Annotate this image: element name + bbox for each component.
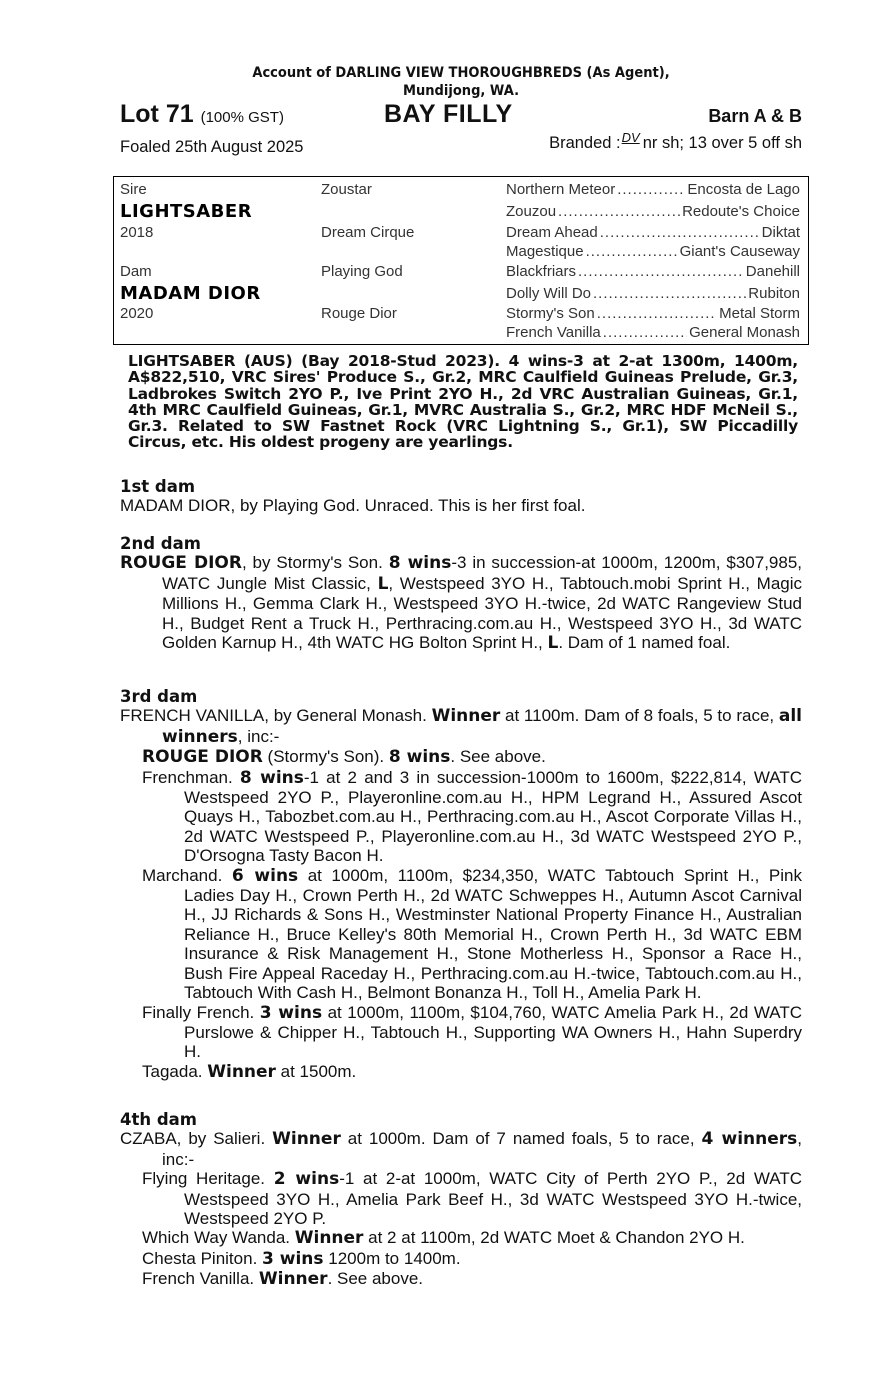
- progeny-entry: Which Way Wanda. Winner at 2 at 1100m, 2d WATC Moet & Chandon 2YO H.: [142, 1228, 745, 1249]
- foal-row: [120, 130, 802, 158]
- fourth-dam-section: [120, 1110, 802, 1290]
- progeny-entry: Chesta Piniton. 3 wins 1200m to 1400m.: [142, 1248, 461, 1269]
- third-dam-intro: FRENCH VANILLA, by General Monash. Winner at 1100m. Dam of 8 foals, 5 to race, all winners, inc:-: [120, 706, 802, 747]
- section-heading: 2nd dam: [120, 534, 201, 553]
- catalogue-header: [120, 64, 802, 158]
- brand-mark: DV: [621, 130, 640, 145]
- sire-year: 2018: [120, 224, 154, 241]
- second-dam-section: [120, 534, 802, 653]
- fourth-dam-intro: CZABA, by Salieri. Winner at 1000m. Dam of 7 named foals, 5 to race, 4 winners, inc:-: [120, 1129, 802, 1169]
- g3-row: Dream Ahead ..... Diktat: [506, 224, 800, 241]
- brand-info: Branded :DV nr sh; 13 over 5 off sh: [549, 130, 802, 152]
- progeny-entry: French Vanilla. Winner. See above.: [142, 1269, 424, 1290]
- second-dam-text: ROUGE DIOR, by Stormy's Son. 8 wins-3 in succession-at 1000m, 1200m, $307,985, WATC Jungle Mist Classic, L, Westspeed 3YO H., Tabtouch.mobi Sprint H., Magic Millions H., Gemma Clark H., Westspeed 3YO H.-twice, 2d WATC Rangeview Stud H., Budget Rent a Truck H., Perthracing.com.au H., Westspeed 3YO H., 3d WATC Golden Karnup H., 4th WATC HG Bolton Sprint H., L. Dam of 1 named foal.: [120, 553, 803, 654]
- sire-name: LIGHTSABER: [120, 201, 253, 222]
- section-heading: 4th dam: [120, 1110, 197, 1129]
- vendor-line-1: Account of DARLING VIEW THOROUGHBREDS (As Agent),: [252, 65, 670, 81]
- lot-row: [120, 100, 802, 130]
- foaled-date: Foaled 25th August 2025: [120, 138, 304, 156]
- g3-row: Zouzou ..... Redoute's Choice: [506, 203, 800, 220]
- progeny-entry: Marchand. 6 wins at 1000m, 1100m, $234,350, WATC Tabtouch Sprint H., Pink Ladies Day H., Crown Perth H., 2d WATC Schweppes H., Autumn Ascot Carnival H., JJ Richards & Sons H., Westminster National Property Finance H., Australian Reliance H., Bruce Kelley's 80th Memorial H., Crown Perth H., 3d WATC EBM Insurance & Risk Management H., Stone Motherless H., Sponsor a Race H., Bush Fire Appeal Raceday H., Perthracing.com.au H.-twice, Tabtouch.com.au H., Tabtouch With Cash H., Belmont Bonanza H., Toll H., Amelia Park H.: [142, 865, 802, 1003]
- progeny-entry: Tagada. Winner at 1500m.: [142, 1061, 357, 1082]
- pedigree-table: [113, 176, 809, 345]
- sire-dam: Dream Cirque: [321, 224, 415, 241]
- first-dam-text: MADAM DIOR, by Playing God. Unraced. This is her first foal.: [120, 496, 586, 516]
- barn-location: Barn A & B: [708, 106, 802, 126]
- third-dam-section: [120, 687, 802, 1082]
- dam-dam: Rouge Dior: [321, 305, 397, 322]
- g3-row: Magestique ..... Giant's Causeway: [506, 243, 800, 260]
- g3-row: Dolly Will Do ..... Rubiton: [506, 285, 800, 302]
- horse-description: BAY FILLY: [384, 100, 513, 128]
- gst-note: (100% GST): [200, 109, 284, 126]
- section-heading: 3rd dam: [120, 687, 198, 706]
- sire-sire: Zoustar: [321, 181, 372, 198]
- g3-row: Northern Meteor ..... Encosta de Lago: [506, 181, 800, 198]
- progeny-entry: Flying Heritage. 2 wins-1 at 2-at 1000m, WATC City of Perth 2YO P., 2d WATC Westspeed 3YO H., Amelia Park Beef H., 3d WATC Westspeed 3YO H.-twice, Westspeed 2YO P.: [142, 1169, 802, 1229]
- dam-sire: Playing God: [321, 263, 403, 280]
- vendor-line-2: Mundijong, WA.: [402, 83, 520, 99]
- g3-row: Stormy's Son ..... Metal Storm: [506, 305, 800, 322]
- dam-name: MADAM DIOR: [120, 283, 261, 304]
- section-heading: 1st dam: [120, 477, 196, 496]
- progeny-entry: ROUGE DIOR (Stormy's Son). 8 wins. See above.: [142, 747, 546, 768]
- dam-label: Dam: [120, 263, 152, 280]
- lot-number: Lot 71 (100% GST): [120, 100, 284, 128]
- dam-year: 2020: [120, 305, 154, 322]
- g3-row: Blackfriars ..... Danehill: [506, 263, 800, 280]
- sire-summary: LIGHTSABER (AUS) (Bay 2018-Stud 2023). 4 wins-3 at 2-at 1300m, 1400m, A$822,510, VRC Sires' Produce S., Gr.2, MRC Caulfield Guineas Prelude, Gr.3, Ladbrokes Switch 2YO P., Ive Print 2YO H., 2d VRC Australian Guineas, Gr.1, 4th MRC Caulfield Guineas, Gr.1, MVRC Australia S., Gr.2, MRC HDF McNeil S., Gr.3. Related to SW Fastnet Rock (VRC Lightning S., Gr.1), SW Piccadilly Circus, etc. His oldest progeny are yearlings.: [128, 352, 798, 452]
- g3-row: French Vanilla ..... General Monash: [506, 324, 800, 341]
- progeny-entry: Frenchman. 8 wins-1 at 2 and 3 in succession-1000m to 1600m, $222,814, WATC Westspeed 2YO P., Playeronline.com.au H., HPM Legrand H., Assured Ascot Quays H., Tabozbet.com.au H., Perthracing.com.au H., Ascot Corporate Villas H., 2d WATC Westspeed P., Playeronline.com.au H., 3d WATC Westspeed 2YO P., D'Orsogna Tasty Bacon H.: [142, 767, 802, 866]
- progeny-entry: Finally French. 3 wins at 1000m, 1100m, $104,760, WATC Amelia Park H., 2d WATC Purslowe & Chipper H., Tabtouch H., Supporting WA Owners H., Hahn Superdry H.: [142, 1002, 803, 1062]
- first-dam-section: [120, 477, 802, 516]
- sire-label: Sire: [120, 181, 147, 198]
